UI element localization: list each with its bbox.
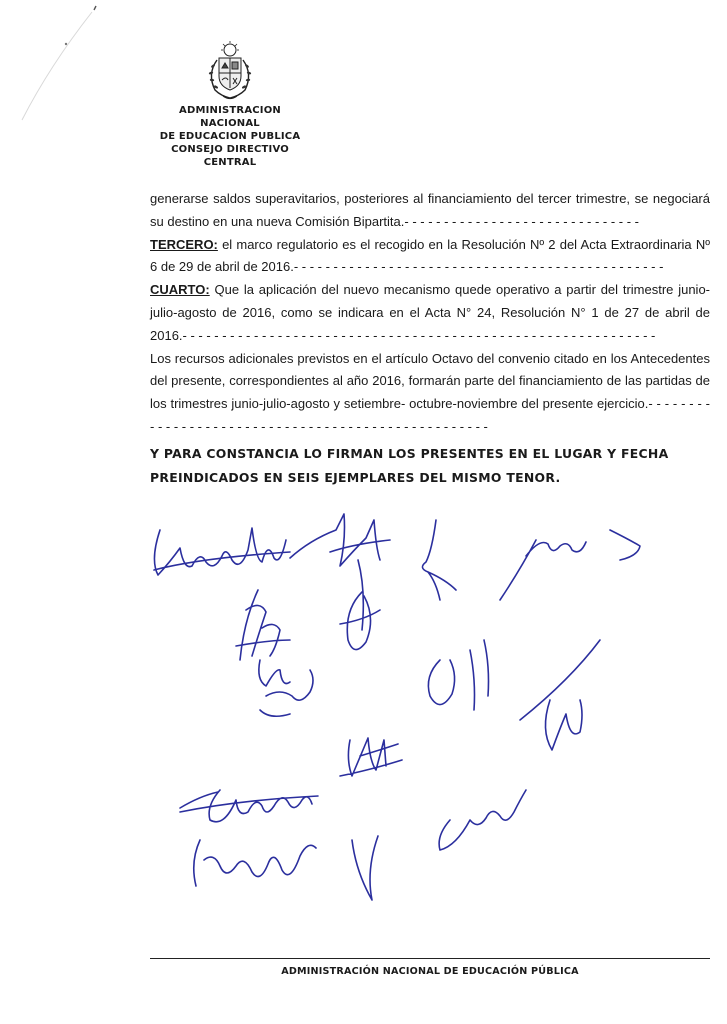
text-line: Los recursos adicionales previstos en el artículo Octavo del convenio citado en los <box>150 350 628 366</box>
text-line: Antecedentes del presente, correspondientes al año 2016, formarán parte del financiamiento <box>150 350 710 389</box>
paragraph-surplus <box>150 188 710 234</box>
signature <box>352 836 378 900</box>
text-line: 2016.- - - - - - - - - - - - - - - - - - - - - - - - - - - - - - - - - - - - - - - - - - - - - - - - - - - - - - - - - - - - <box>150 327 656 343</box>
signature <box>500 530 640 600</box>
clause-keyword-tercero: TERCERO: <box>150 236 218 252</box>
clause-keyword-cuarto: CUARTO: <box>150 282 210 298</box>
resolution-body <box>150 188 710 490</box>
signature <box>520 640 600 750</box>
text-line: presente ejercicio.- - - - - - - - - - - - - - - - - - - - - - - - - - - - - - - - - - - - - - - - - - - - - - - - - - - <box>150 396 710 434</box>
signature <box>259 660 313 716</box>
letterhead <box>150 40 310 169</box>
coat-of-arms-seal-icon <box>201 40 259 102</box>
paragraph-recursos <box>150 348 710 439</box>
text-line: el marco regulatorio es el recogido en la Resolución Nº 2 del Acta Extraordinaria <box>217 236 692 252</box>
signature <box>340 738 402 776</box>
header-line: CENTRAL <box>203 157 257 168</box>
page-footer: ADMINISTRACIÓN NACIONAL DE EDUCACIÓN PÚBLICA <box>281 966 579 977</box>
signature <box>154 528 286 575</box>
text-line: negociará su destino en una nueva Comisión Bipartita.- - - - - - - - - - - - - - - - - - - - - - - - - - - - - - <box>150 191 710 229</box>
institution-name <box>150 104 310 169</box>
text-line: generarse saldos superavitarios, posteriores al financiamiento del tercer trimestre, se <box>150 191 649 206</box>
closing-line: PREINDICADOS EN SEIS EJEMPLARES DEL MISMO TENOR. <box>150 469 561 485</box>
header-line: DE EDUCACION PUBLICA <box>159 131 301 142</box>
header-line: ADMINISTRACION <box>179 105 281 116</box>
signature <box>194 840 316 886</box>
signatures-area <box>140 500 680 920</box>
signature <box>236 590 290 660</box>
closing-line: Y PARA CONSTANCIA LO FIRMAN LOS PRESENTES EN EL LUGAR Y FECHA <box>150 445 669 461</box>
text-line: de las partidas de los trimestres junio-julio-agosto y setiembre- octubre-noviembre del <box>150 373 710 412</box>
text-line: julio-agosto de 2016, como se indicara en el Acta N° 24, Resolución N° 1 de 27 de abril de <box>150 304 710 320</box>
signature <box>422 520 456 600</box>
header-line: NACIONAL <box>200 118 260 129</box>
paragraph-tercero <box>150 234 710 280</box>
closing-statement <box>150 442 710 490</box>
paragraph-cuarto <box>150 279 710 347</box>
footer-divider <box>150 958 710 959</box>
signature <box>428 640 488 710</box>
signature <box>439 790 526 850</box>
text-line: Que la aplicación del nuevo mecanismo quede operativo a partir del trimestre junio- <box>209 282 710 298</box>
signature <box>180 790 318 822</box>
signature <box>290 514 390 566</box>
signature <box>340 560 380 650</box>
header-line: CONSEJO DIRECTIVO <box>171 144 289 155</box>
paper-fold-mark <box>0 0 110 140</box>
text-line: Nº 6 de 29 de abril de 2016.- - - - - - - - - - - - - - - - - - - - - - - - - - - - - - - - - - - - - - - - - - - - - - - <box>150 236 710 275</box>
